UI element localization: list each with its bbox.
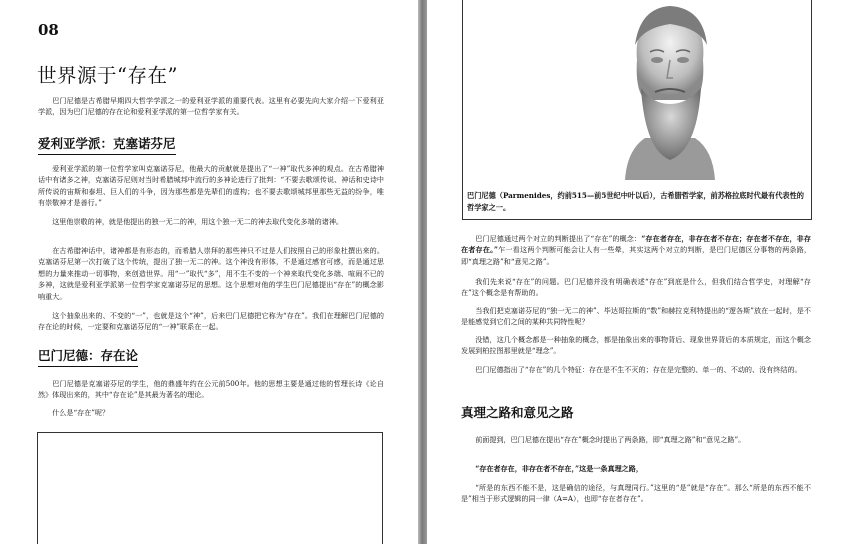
image-placeholder-box	[37, 432, 383, 544]
paragraph: 这里他崇敬的神，就是他提出的独一无二的神，用这个独一无二的神去取代变化多端的诸神。	[52, 217, 344, 226]
section-heading-parmenides: 巴门尼德：存在论	[38, 346, 138, 367]
paragraph: 爱利亚学派的第一位哲学家叫克塞诺芬尼，他最大的贡献就是提出了“一神”取代多神的观点。在古希腊神话中有诸多之神，克塞诺芬尼则对当时希腊城邦中流行的多神论进行了批判：“不要去歌颂传说、神话和史诗中所传说的宙斯和泰坦、巨人们的斗争，因为那些都是先辈们的虚构；也不要去歌颂城邦里那些无益的纷争，唯有崇敬神才是善行。”	[38, 164, 384, 208]
paragraph: 我们先来说“存在”的问题。巴门尼德并没有明确表述“存在”到底是什么，但我们结合哲学史，对理解“存在”这个概念是有帮助的。	[461, 277, 811, 298]
left-page	[0, 0, 418, 544]
figure-caption: 巴门尼德（Parmenides，约前515—前5世纪中叶以后），古希腊哲学家，前苏格拉底时代最有代表性的哲学家之一。	[467, 191, 804, 212]
figure-box	[462, 0, 812, 220]
paragraph: 巴门尼德指出了“存在”的几个特征：存在是不生不灭的；存在是完整的、单一的、不动的、没有终结的。	[475, 365, 802, 374]
intro-paragraph: 巴门尼德是古希腊早期四大哲学学派之一的爱利亚学派的重要代表。这里有必要先向大家介绍一下爱利亚学派，因为巴门尼德的存在论和爱利亚学派的第一位哲学家有关。	[38, 96, 384, 117]
paragraph-lead: 巴门尼德通过两个对立的判断提出了“存在”的概念：	[475, 234, 642, 243]
paragraph	[461, 233, 811, 267]
paragraph: 什么是“存在”呢？	[52, 408, 110, 417]
paragraph: 当我们把克塞诺芬尼的“独一无二的神”、毕达哥拉斯的“数”和赫拉克利特提出的“逻各斯”放在一起时，是不是能感觉到它们之间的某种共同特性呢？	[461, 306, 811, 327]
paragraph-rest: 乍一看这两个判断可能会让人有一些晕，其实这两个对立的判断，是巴门尼德区分事物的两条路，即“真理之路”和“意见之路”。	[461, 245, 811, 266]
paragraph: 这个抽象出来的、不变的“一”，也就是这个“神”，后来巴门尼德把它称为“存在”。我们在理解巴门尼德的存在论的时候，一定要和克塞诺芬尼的“一神”联系在一起。	[38, 311, 384, 332]
right-page	[427, 0, 844, 544]
paragraph: 在古希腊神话中，诸神都是有形态的，而希腊人崇拜的那些神只不过是人们按照自己的形象杜撰出来的。克塞诺芬尼第一次打破了这个传统，提出了独一无二的神。这个神没有形体，不是通过感官可感，而是通过思想的力量来推动一切事物，来创造世界。用“一”取代“多”，用不生不变的一个神来取代变化多端、喧闹不已的多神，这就是爱利亚学派第一位哲学家克塞诺芬尼的思想。这个思想对他的学生巴门尼德提出“存在”的概念影响重大。	[38, 246, 384, 301]
section-heading-truth-opinion: 真理之路和意见之路	[461, 405, 574, 420]
paragraph-bold-quote: “存在者存在，非存在者不存在；存在者不存在，非存在者存在。”	[461, 234, 811, 255]
chapter-title: 世界源于“存在”	[37, 64, 178, 87]
paragraph: “所是的东西不能不是，这是确信的途径，与真理同行。”这里的“是”就是“存在”。那么“所是的东西不能不是”相当于形式逻辑的同一律（A=A），也即“存在者存在”。	[461, 483, 811, 504]
paragraph: 没错，这几个概念都是一种抽象的概念，都是抽象出来的事物背后、现象世界背后的本质规定，而这个概念发展到柏拉图那里就是“理念”。	[461, 335, 811, 356]
section-heading-eleatic: 爱利亚学派：克塞诺芬尼	[38, 134, 176, 155]
book-gutter	[418, 0, 427, 544]
parmenides-bust-image	[615, 0, 725, 180]
chapter-number: 08	[38, 21, 59, 39]
paragraph-bold: “存在者存在，非存在者不存在，”这是一条真理之路，	[475, 464, 643, 473]
paragraph: 前面提到，巴门尼德在提出“存在”概念时提出了两条路，即“真理之路”和“意见之路”。	[475, 435, 746, 444]
paragraph: 巴门尼德是克塞诺芬尼的学生，他的鼎盛年约在公元前500年。他的思想主要是通过他的哲理长诗《论自然》体现出来的，其中“存在论”是其最为著名的理论。	[38, 379, 384, 400]
